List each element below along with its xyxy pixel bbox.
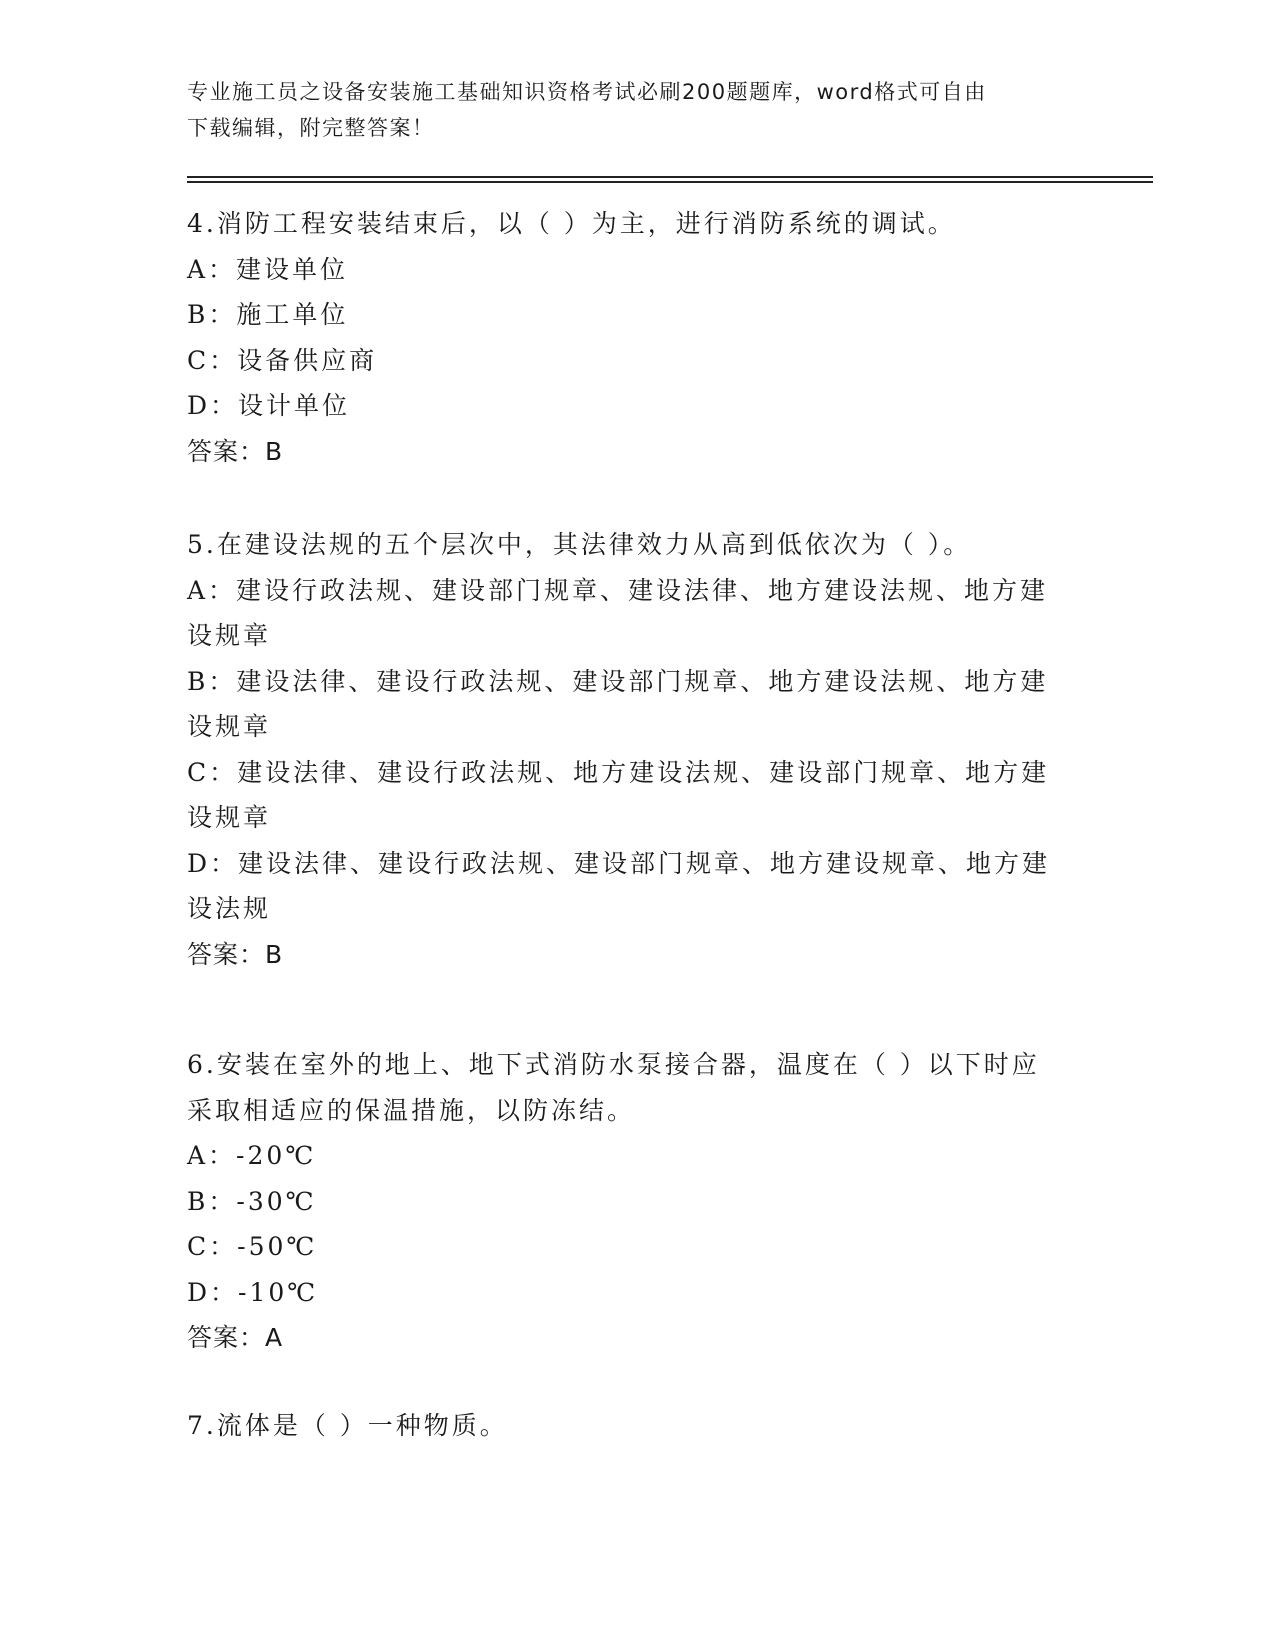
question-4	[187, 201, 1077, 474]
option-d-continued: 设法规	[187, 894, 272, 923]
answer: 答案：A	[187, 1323, 284, 1352]
question-6	[187, 1042, 1077, 1361]
option-b: B：-30℃	[187, 1186, 317, 1216]
option-a: A：建设单位	[187, 254, 349, 284]
option-a: A：建设行政法规、建设部门规章、建设法律、地方建设法规、地方建	[187, 575, 1049, 605]
question-5	[187, 522, 1077, 977]
header-divider-top	[187, 176, 1153, 178]
option-b: B：建设法律、建设行政法规、建设部门规章、地方建设法规、地方建	[187, 666, 1049, 696]
header-title-line-1: 专业施工员之设备安装施工基础知识资格考试必刷200题题库，word格式可自由	[187, 80, 987, 104]
option-b-continued: 设规章	[187, 712, 272, 741]
header-divider-bottom	[187, 181, 1153, 183]
question-stem: 4.消防工程安装结束后，以（ ）为主，进行消防系统的调试。	[187, 209, 956, 238]
question-stem-continued: 采取相适应的保温措施，以防冻结。	[187, 1095, 636, 1125]
option-b: B：施工单位	[187, 300, 349, 329]
option-c-continued: 设规章	[187, 803, 272, 832]
option-d: D：设计单位	[187, 391, 351, 420]
document-header	[187, 74, 1067, 146]
question-stem: 7.流体是（ ）一种物质。	[187, 1411, 508, 1440]
option-c: C：-50℃	[187, 1232, 318, 1261]
option-c: C：建设法律、建设行政法规、地方建设法规、建设部门规章、地方建	[187, 757, 1050, 787]
question-stem: 5.在建设法规的五个层次中，其法律效力从高到低依次为（ ）。	[187, 530, 972, 559]
option-c: C：设备供应商	[187, 345, 378, 375]
option-a: A：-20℃	[187, 1141, 317, 1170]
question-7	[187, 1403, 1077, 1449]
answer: 答案：B	[187, 939, 284, 969]
option-d: D：建设法律、建设行政法规、建设部门规章、地方建设规章、地方建	[187, 848, 1051, 878]
question-stem: 6.安装在室外的地上、地下式消防水泵接合器，温度在（ ）以下时应	[187, 1050, 1040, 1079]
option-a-continued: 设规章	[187, 621, 272, 650]
option-d: D：-10℃	[187, 1277, 319, 1307]
answer: 答案：B	[187, 436, 284, 466]
header-title-line-2: 下载编辑，附完整答案！	[187, 116, 435, 140]
